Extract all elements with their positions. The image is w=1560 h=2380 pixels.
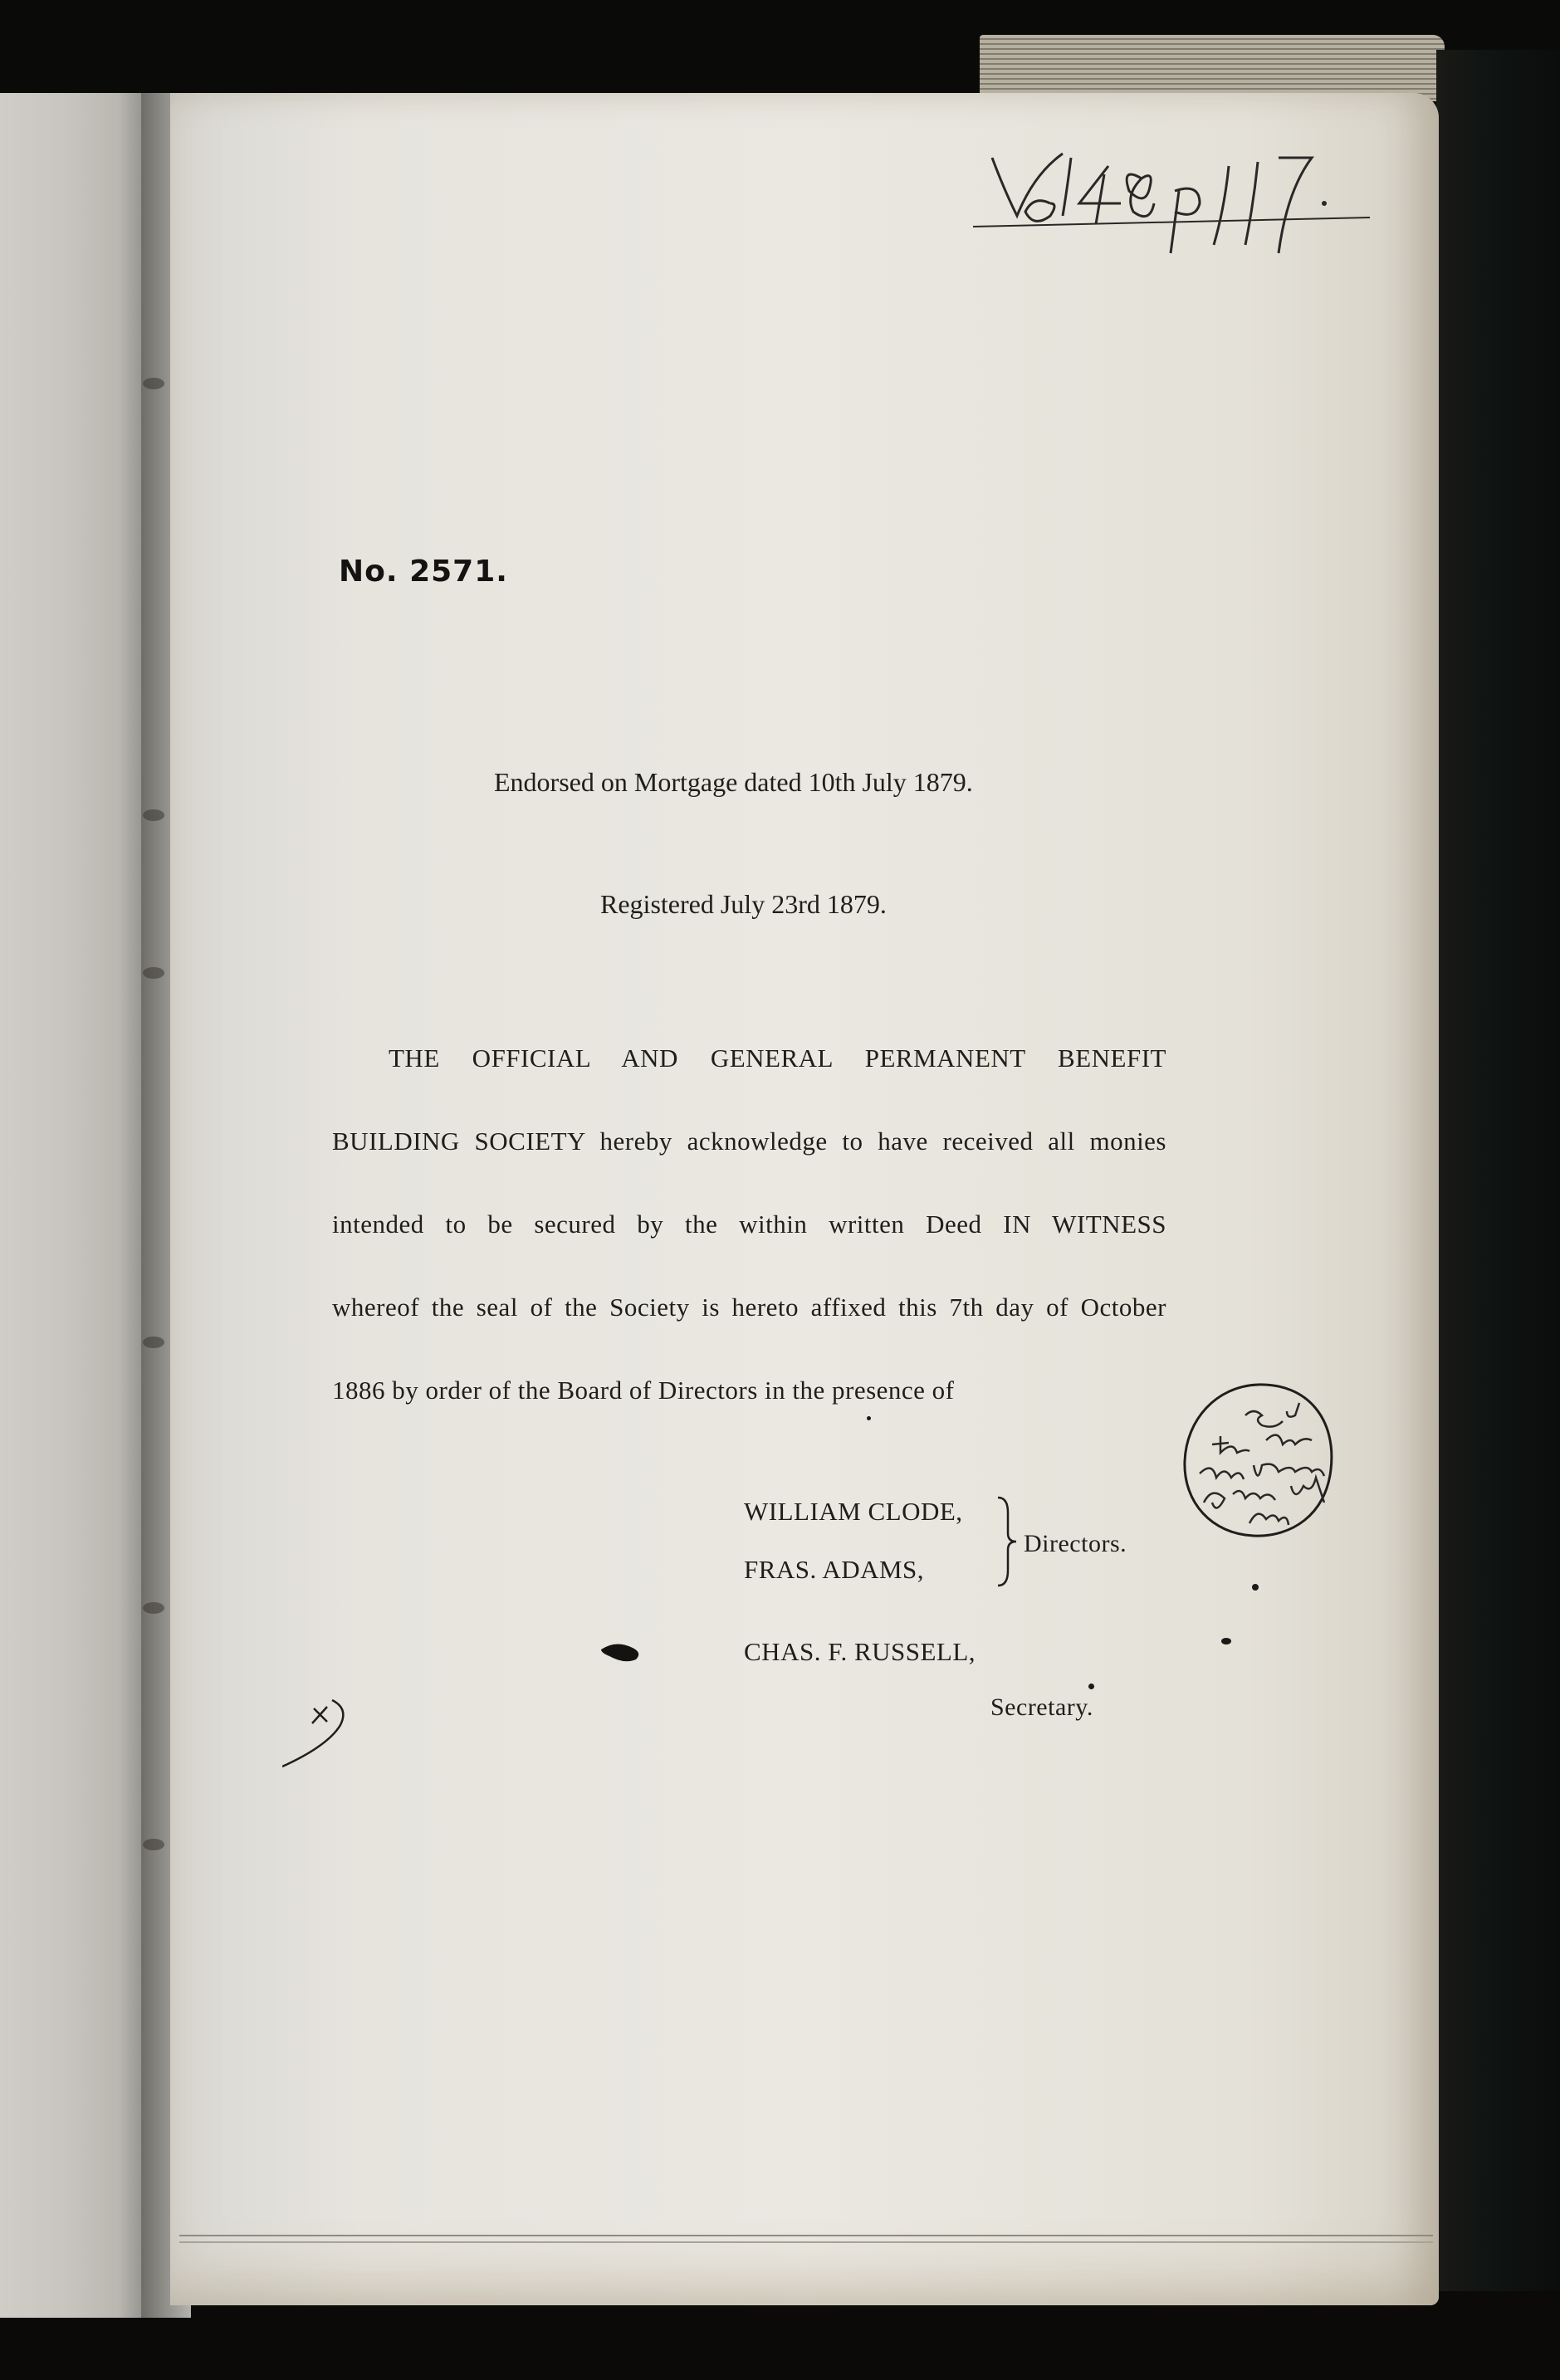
ink-speck [867,1416,871,1420]
handwritten-volume-reference [971,141,1378,257]
acknowledgement-paragraph [332,1038,1166,1453]
directors-label: Directors. [1024,1530,1127,1557]
director-name-2: FRAS. ADAMS, [744,1555,925,1584]
ink-speck [1221,1638,1231,1644]
page-edges-stack [980,35,1445,101]
registration-line: Registered July 23rd 1879. [600,889,887,919]
body-line: BUILDING SOCIETY hereby acknowledge to have received all monies [332,1126,1166,1156]
body-line: 1886 by order of the Board of Directors in the presence of [332,1376,955,1405]
binding-stitch [143,1839,164,1850]
binding-stitch [143,967,164,979]
body-line: intended to be secured by the within written Deed IN WITNESS [332,1210,1166,1239]
left-page [0,93,148,2318]
body-line: THE OFFICIAL AND GENERAL PERMANENT BENEFIT [389,1043,1166,1073]
binding-stitch [143,1602,164,1614]
body-line: whereof the seal of the Society is hereto affixed this 7th day of October [332,1293,1166,1322]
page-bottom-rule [179,2235,1433,2243]
margin-mark [282,1693,357,1776]
secretary-label: Secretary. [990,1693,1093,1721]
endorsement-line: Endorsed on Mortgage dated 10th July 1879. [494,767,973,797]
binding-stitch [143,1337,164,1348]
document-number: No. 2571. [339,555,508,589]
binding-stitch [143,809,164,821]
seal-annotation [1175,1378,1341,1544]
ink-speck [1088,1684,1094,1689]
director-name-1: WILLIAM CLODE, [744,1497,963,1526]
ink-speck [1252,1584,1259,1591]
directors-brace [995,1496,1020,1587]
binding-stitch [143,378,164,389]
secretary-name: CHAS. F. RUSSELL, [744,1637,976,1666]
book-cover-right [1436,50,1560,2380]
ink-blot [599,1641,646,1666]
